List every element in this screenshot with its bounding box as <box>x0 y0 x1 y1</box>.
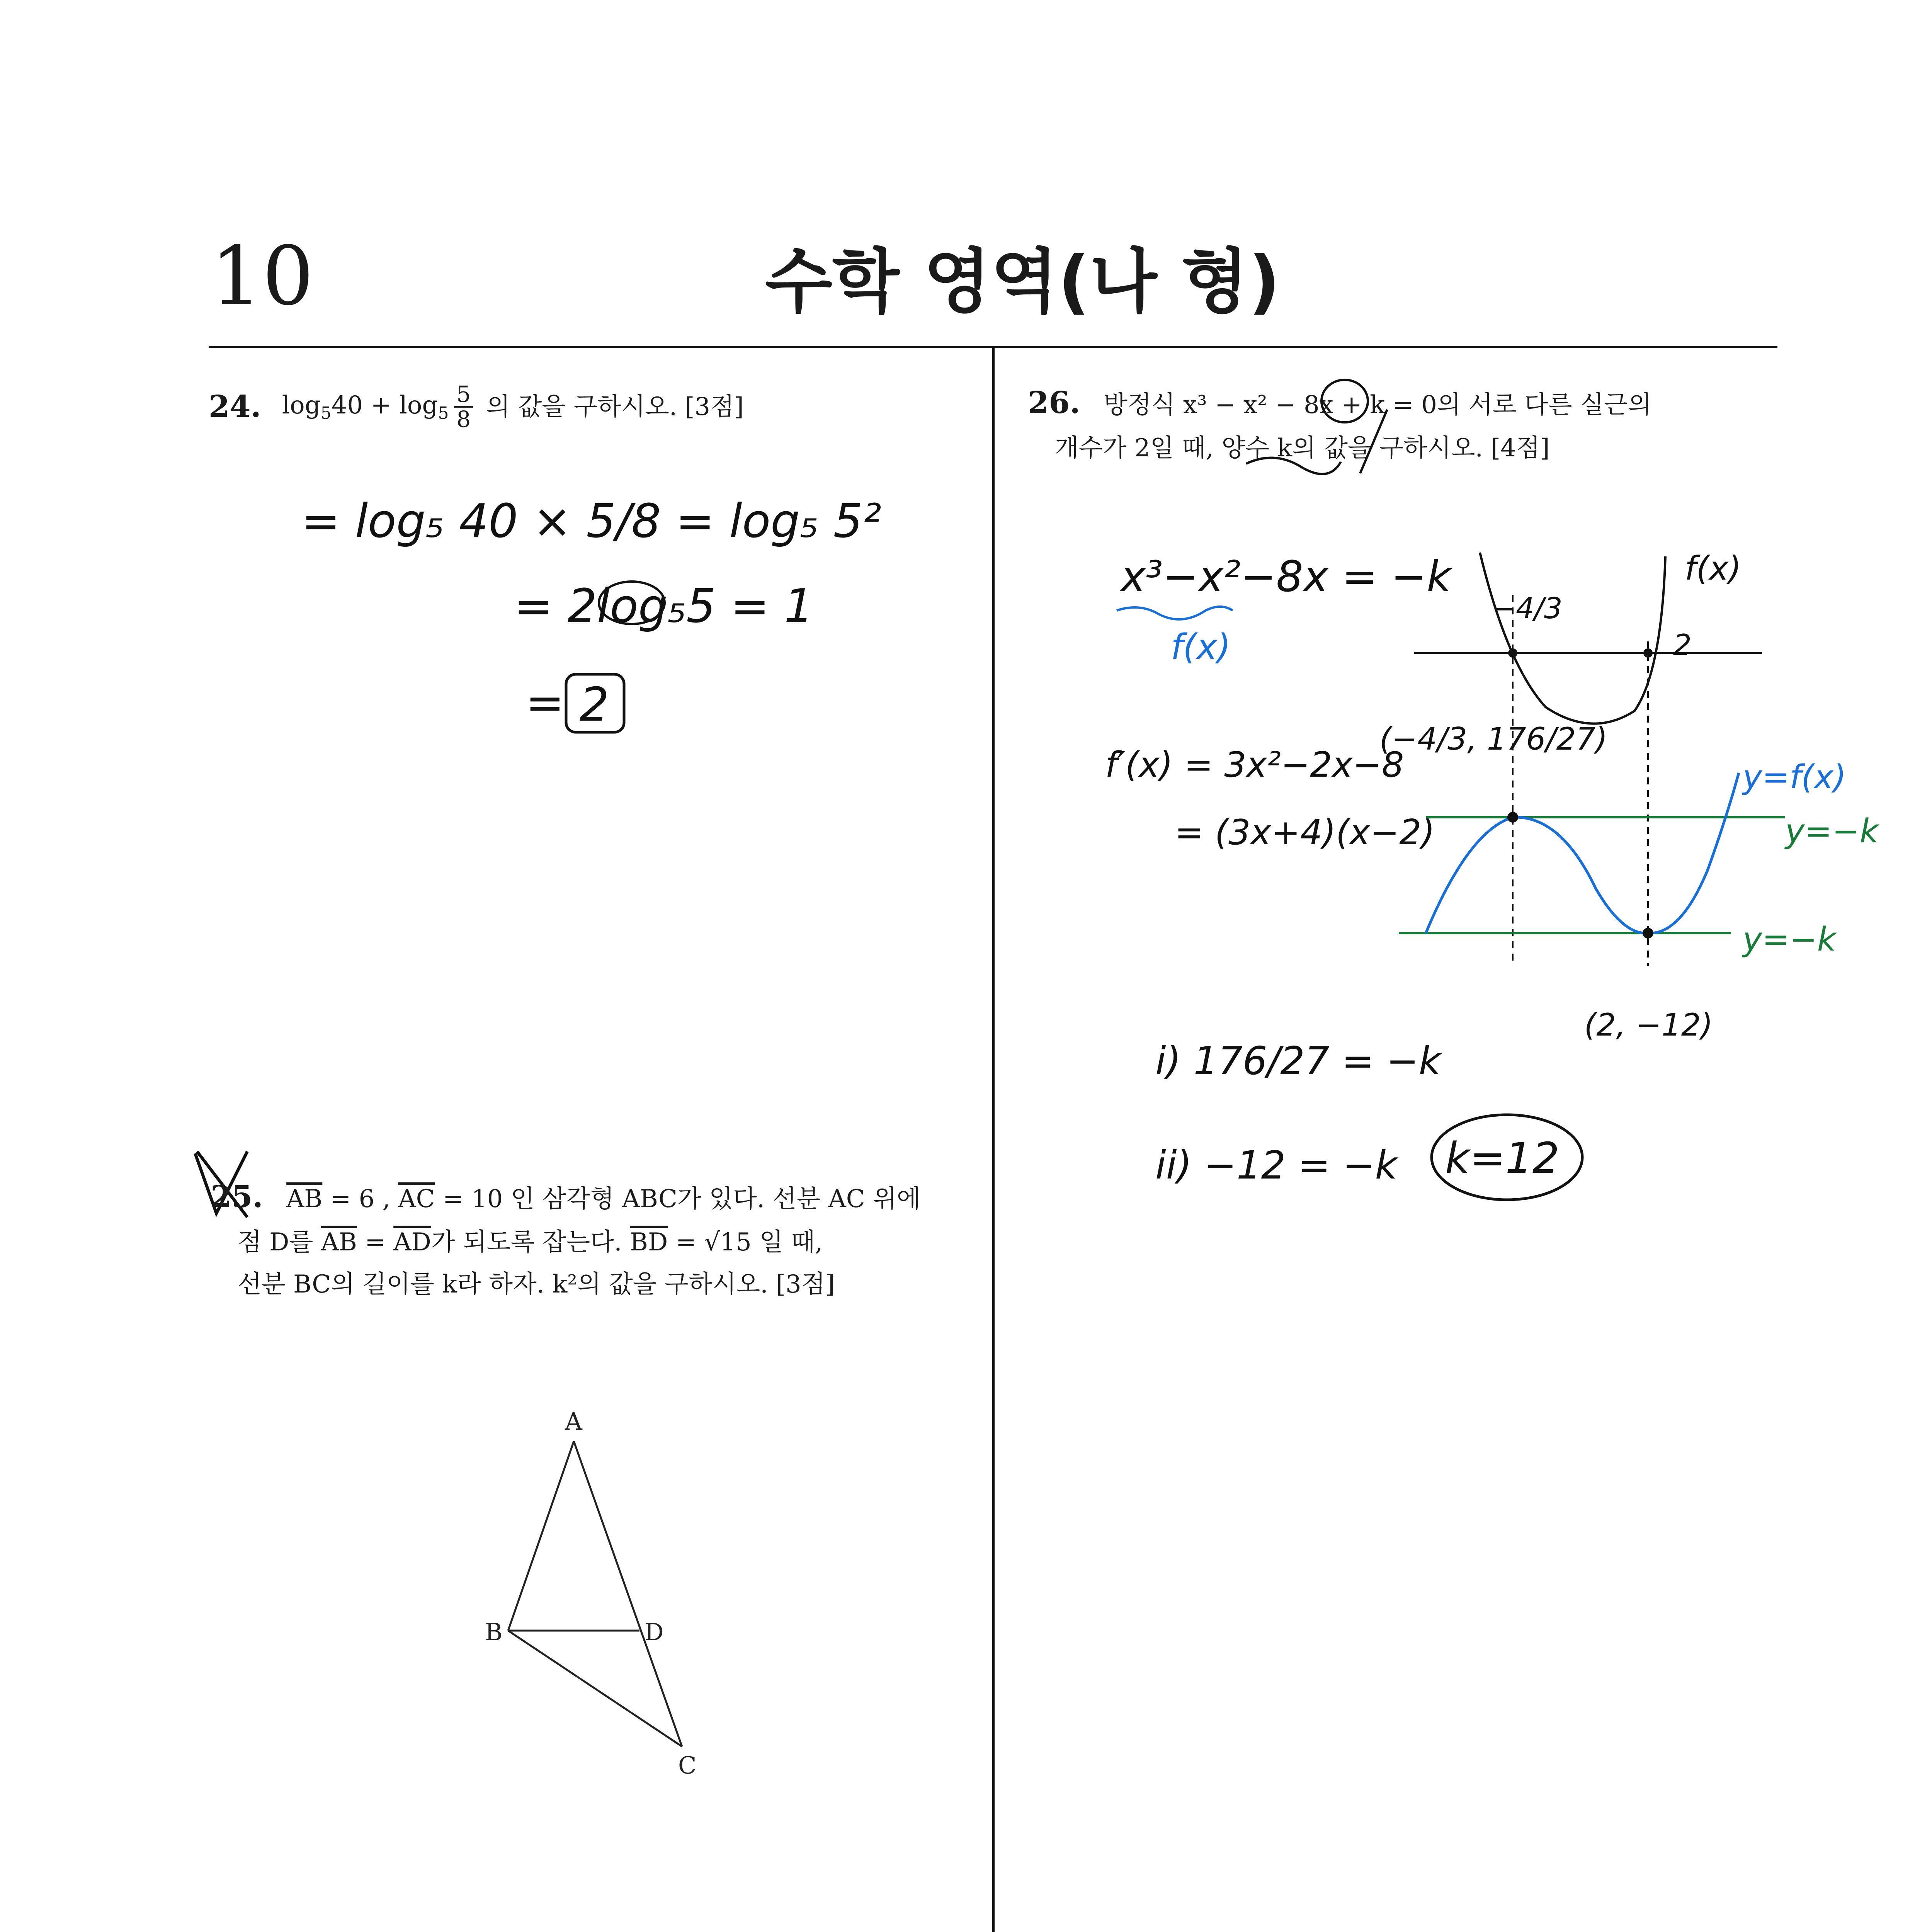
question-26-line2: 개수가 2일 때, 양수 k의 값을 구하시오. [4점] <box>1055 434 1550 463</box>
q25-text: = 6 , <box>322 1185 391 1213</box>
q26-underline <box>1246 458 1341 474</box>
log-base: 5 <box>438 403 449 423</box>
q25-text: 점 D를 <box>238 1228 321 1257</box>
graph-tick-pos: 2 <box>1673 628 1692 662</box>
question-number: 24. <box>209 389 261 425</box>
fraction-numerator: 5 <box>454 383 473 408</box>
graph-yk-label-lower: y=−k <box>1743 920 1836 959</box>
q26-equation: x³−x²−8x = −k <box>1121 552 1451 601</box>
graph-tick-neg: −4/3 <box>1492 591 1563 625</box>
graph-yk-label-upper: y=−k <box>1785 812 1879 850</box>
graph-fx-label: f(x) <box>1685 549 1742 588</box>
q24-work-line2: = 2log₅5 = 1 <box>514 580 814 633</box>
q24-work-line3: = <box>526 676 565 730</box>
log-text: log <box>282 391 321 420</box>
q26-case-2: ii) −12 = −k <box>1155 1143 1398 1188</box>
question-number: 25. <box>211 1179 263 1214</box>
q26-derivative: f′(x) = 3x²−2x−8 <box>1105 745 1404 785</box>
q26-case-1: i) 176/27 = −k <box>1155 1038 1441 1083</box>
log-base: 5 <box>320 403 332 423</box>
q26-circle-k <box>1321 380 1368 422</box>
segment-ac: $\overline{AC}$ <box>398 1185 435 1213</box>
q26-derivative-factored: = (3x+4)(x−2) <box>1175 812 1435 853</box>
q26-fx-underline <box>1117 607 1233 619</box>
q24-work-line1: = log₅ 40 × 5/8 = log₅ 5² <box>301 495 881 548</box>
segment-bd: $\overline{BD}$ <box>629 1228 668 1257</box>
q25-text: = √15 일 때, <box>668 1228 823 1257</box>
fraction-denominator: 8 <box>456 406 471 432</box>
q26-text: 방정식 x³ − x² − 8x + k = 0의 서로 다른 실근의 <box>1104 391 1652 419</box>
log-arg: 40 + log <box>331 391 438 420</box>
q25-text: = <box>357 1228 394 1257</box>
vertex-label-b: B <box>485 1618 503 1646</box>
q24-answer: 2 <box>580 678 609 732</box>
sketch-curve <box>1480 553 1665 724</box>
graph-max-point: (−4/3, 176/27) <box>1379 721 1608 757</box>
q25-text: = 10 인 삼각형 ABC가 있다. 선분 AC 위에 <box>435 1185 921 1213</box>
segment-ab: $\overline{AB}$ <box>321 1228 357 1257</box>
page-number-header: 10 <box>211 229 314 323</box>
vertex-label-c: C <box>678 1751 697 1779</box>
q25-text: 가 되도록 잡는다. <box>431 1228 630 1257</box>
question-25-line3: 선분 BC의 길이를 k라 하자. k²의 값을 구하시오. [3점] <box>238 1270 835 1299</box>
graph-min-point: (2, −12) <box>1584 1007 1713 1043</box>
graph-yf-label: y=f(x) <box>1743 758 1847 796</box>
segment-ab: $\overline{AB}$ <box>286 1185 323 1213</box>
question-number: 26. <box>1028 385 1080 420</box>
segment-ad: $\overline{AD}$ <box>393 1228 431 1257</box>
q26-answer: k=12 <box>1445 1133 1560 1183</box>
cubic-curve <box>1426 773 1739 933</box>
q26-fx-label: f(x) <box>1171 627 1231 667</box>
vertex-label-a: A <box>565 1407 582 1435</box>
page-title: 수학 영역(나 형) <box>765 242 1281 322</box>
vertex-label-d: D <box>645 1618 664 1646</box>
question-24-text: 의 값을 구하시오. [3점] <box>486 392 744 421</box>
